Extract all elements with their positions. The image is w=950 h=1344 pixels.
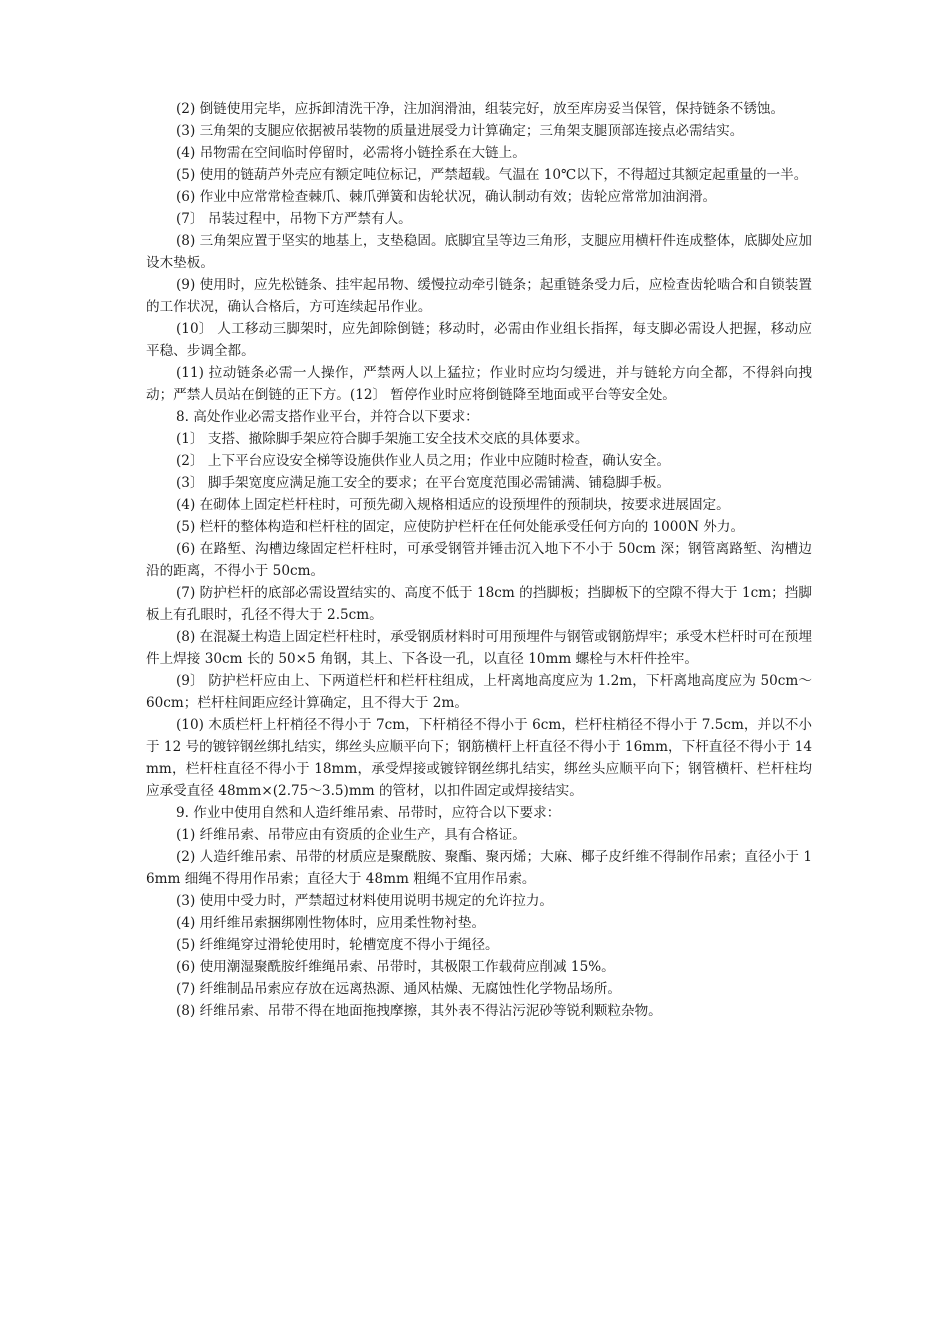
paragraph-chain-5: (5) 使用的链葫芦外壳应有额定吨位标记，严禁超载。气温在 10℃以下，不得超过其额定起重量的一半。	[176, 167, 808, 183]
paragraph-chain-6: (6) 作业中应常常检查棘爪、棘爪弹簧和齿轮状况，确认制动有效；齿轮应常常加油润滑。	[176, 189, 717, 205]
paragraph-fiber-7: (7) 纤维制品吊索应存放在远离热源、通风枯燥、无腐蚀性化学物品场所。	[176, 981, 621, 997]
paragraph-chain-9: (9) 使用时，应先松链条、挂牢起吊物、缓慢拉动牵引链条；起重链条受力后，应检查齿轮啮合和自锁装置的工作状况，确认合格后，方可连续起吊作业。	[146, 277, 812, 315]
paragraph-fiber-2: (2) 人造纤维吊索、吊带的材质应是聚酰胺、聚酯、聚丙烯；大麻、椰子皮纤维不得制作吊索；直径小于 16mm 细绳不得用作吊索；直径大于 48mm 粗绳不宜用作吊索。	[146, 849, 812, 887]
paragraph-platform-10: (10) 木质栏杆上杆梢径不得小于 7cm，下杆梢径不得小于 6cm，栏杆柱梢径不得小于 7.5cm，并以不小于 12 号的镀锌钢丝绑扎结实，绑丝头应顺平向下；钢筋横杆上杆直径不得小于 16mm，下杆直径不得小于 14mm，栏杆柱直径不得小于 18mm，承受焊接或镀锌钢丝绑扎结实，绑丝头应顺平向下；钢管横杆、栏杆柱均应承受直径 48mm×(2.75～3.5)mm 的管材，以扣件固定或焊接结实。	[146, 717, 812, 799]
paragraph-chain-11-12: (11) 拉动链条必需一人操作，严禁两人以上猛拉；作业时应均匀缓进，并与链轮方向全都，不得斜向拽动；严禁人员站在倒链的正下方。(12〕 暂停作业时应将倒链降至地面或平台等安全处。	[146, 365, 812, 403]
paragraph-chain-7: (7〕 吊装过程中，吊物下方严禁有人。	[176, 211, 412, 227]
paragraph-fiber-6: (6) 使用潮湿聚酰胺纤维绳吊索、吊带时，其极限工作载荷应削减 15%。	[176, 959, 615, 975]
paragraph-platform-5: (5) 栏杆的整体构造和栏杆柱的固定，应使防护栏杆在任何处能承受任何方向的 1000N 外力。	[176, 519, 745, 535]
section-heading-8: 8. 高处作业必需支搭作业平台，并符合以下要求：	[176, 409, 479, 425]
paragraph-platform-3: (3〕 脚手架宽度应满足施工安全的要求；在平台宽度范围必需铺满、铺稳脚手板。	[176, 475, 671, 491]
paragraph-platform-6: (6) 在路堑、沟槽边缘固定栏杆柱时，可承受钢管并锤击沉入地下不小于 50cm 深；钢管离路堑、沟槽边沿的距离，不得小于 50cm。	[146, 541, 812, 579]
document-body	[146, 98, 812, 1022]
paragraph-platform-7: (7) 防护栏杆的底部必需设置结实的、高度不低于 18cm 的挡脚板；挡脚板下的空隙不得大于 1cm；挡脚板上有孔眼时，孔径不得大于 2.5cm。	[146, 585, 812, 623]
paragraph-fiber-3: (3) 使用中受力时，严禁超过材料使用说明书规定的允许拉力。	[176, 893, 554, 909]
paragraph-chain-3: (3) 三角架的支腿应依据被吊装物的质量进展受力计算确定；三角架支腿顶部连接点必需结实。	[176, 123, 744, 139]
paragraph-fiber-1: (1) 纤维吊索、吊带应由有资质的企业生产，具有合格证。	[176, 827, 526, 843]
paragraph-fiber-4: (4) 用纤维吊索捆绑刚性物体时，应用柔性物衬垫。	[176, 915, 486, 931]
paragraph-platform-8: (8) 在混凝土构造上固定栏杆柱时，承受钢质材料时可用预埋件与钢管或钢筋焊牢；承受木栏杆时可在预埋件上焊接 30cm 长的 50×5 角钢，其上、下各设一孔，以直径 10mm 螺栓与木杆件拴牢。	[146, 629, 812, 667]
paragraph-chain-2: (2) 倒链使用完毕，应拆卸清洗干净，注加润滑油，组装完好，放至库房妥当保管，保持链条不锈蚀。	[176, 101, 785, 117]
paragraph-chain-4: (4) 吊物需在空间临时停留时，必需将小链拴系在大链上。	[176, 145, 526, 161]
paragraph-platform-1: (1〕 支搭、撤除脚手架应符合脚手架施工安全技术交底的具体要求。	[176, 431, 589, 447]
paragraph-platform-4: (4) 在砌体上固定栏杆柱时，可预先砌入规格相适应的设预埋件的预制块，按要求进展固定。	[176, 497, 730, 513]
paragraph-chain-10: (10〕 人工移动三脚架时，应先卸除倒链；移动时，必需由作业组长指挥，每支脚必需设人把握，移动应平稳、步调全都。	[146, 321, 812, 359]
paragraph-platform-9: (9〕 防护栏杆应由上、下两道栏杆和栏杆柱组成，上杆离地高度应为 1.2m，下杆离地高度应为 50cm～60cm；栏杆柱间距应经计算确定，且不得大于 2m。	[146, 673, 812, 711]
paragraph-fiber-8: (8) 纤维吊索、吊带不得在地面拖拽摩擦，其外表不得沾污泥砂等锐利颗粒杂物。	[176, 1003, 662, 1019]
paragraph-platform-2: (2〕 上下平台应设安全梯等设施供作业人员之用；作业中应随时检查，确认安全。	[176, 453, 671, 469]
paragraph-chain-8: (8) 三角架应置于坚实的地基上，支垫稳固。底脚宜呈等边三角形，支腿应用横杆件连成整体，底脚处应加设木垫板。	[146, 233, 812, 271]
paragraph-fiber-5: (5) 纤维绳穿过滑轮使用时，轮槽宽度不得小于绳径。	[176, 937, 499, 953]
section-heading-9: 9. 作业中使用自然和人造纤维吊索、吊带时，应符合以下要求：	[176, 805, 561, 821]
